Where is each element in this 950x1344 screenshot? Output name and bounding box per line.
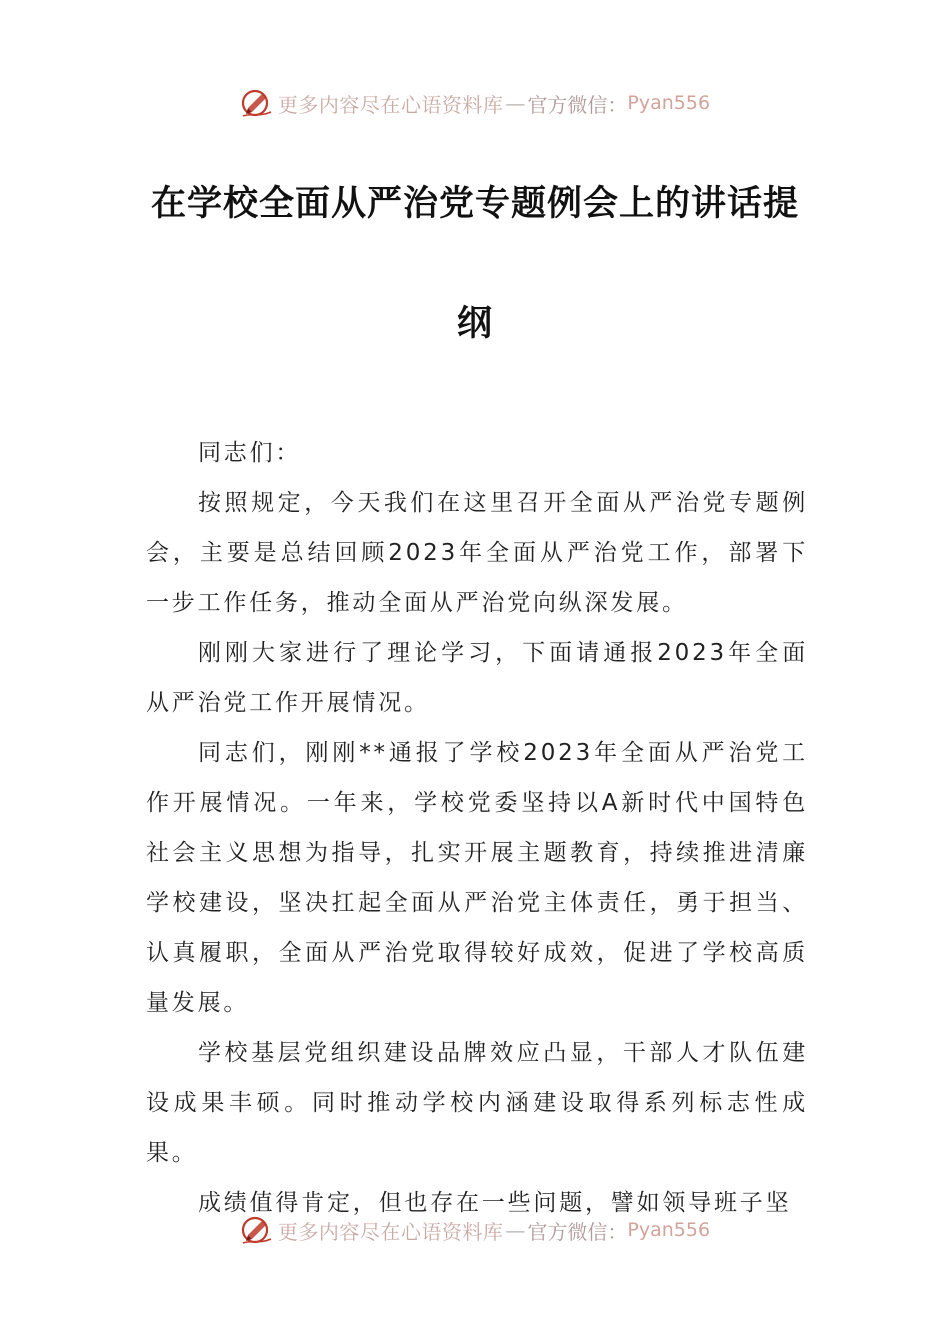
- watermark-id: Pyan556: [627, 1219, 711, 1241]
- paragraph-salutation: 同志们：: [198, 440, 302, 466]
- document-title-line1: 在学校全面从严治党专题例会上的讲话提: [150, 184, 799, 224]
- watermark-id: Pyan556: [627, 92, 711, 114]
- header-watermark: [0, 83, 950, 123]
- watermark-text: 更多内容尽在心语资料库: [277, 1219, 504, 1244]
- watermark-label: 官方微信：: [527, 1219, 628, 1244]
- document-body: [146, 428, 808, 1228]
- paragraph: 刚刚大家进行了理论学习，下面请通报2023年全面从严治党工作开展情况。: [146, 640, 808, 716]
- watermark-separator: —: [505, 1218, 526, 1242]
- watermark-label: 官方微信：: [527, 92, 628, 117]
- pen-logo-icon: [240, 1213, 274, 1247]
- paragraph: 成绩值得肯定，但也存在一些问题，譬如领导班子坚: [198, 1190, 792, 1216]
- watermark-text: 更多内容尽在心语资料库: [277, 92, 504, 117]
- watermark-separator: —: [505, 91, 526, 115]
- paragraph: 学校基层党组织建设品牌效应凸显，干部人才队伍建设成果丰硕。同时推动学校内涵建设取得系列标志性成果。: [146, 1040, 808, 1166]
- paragraph: 同志们，刚刚**通报了学校2023年全面从严治党工作开展情况。一年来，学校党委坚持以A新时代中国特色社会主义思想为指导，扎实开展主题教育，持续推进清廉学校建设，坚决扛起全面从严治党主体责任，勇于担当、认真履职，全面从严治党取得较好成效，促进了学校高质量发展。: [146, 740, 808, 1016]
- document-title-line2: 纲: [456, 304, 493, 344]
- footer-watermark: [0, 1210, 950, 1250]
- pen-logo-icon: [240, 86, 274, 120]
- paragraph: 按照规定，今天我们在这里召开全面从严治党专题例会，主要是总结回顾2023年全面从严治党工作，部署下一步工作任务，推动全面从严治党向纵深发展。: [146, 490, 808, 616]
